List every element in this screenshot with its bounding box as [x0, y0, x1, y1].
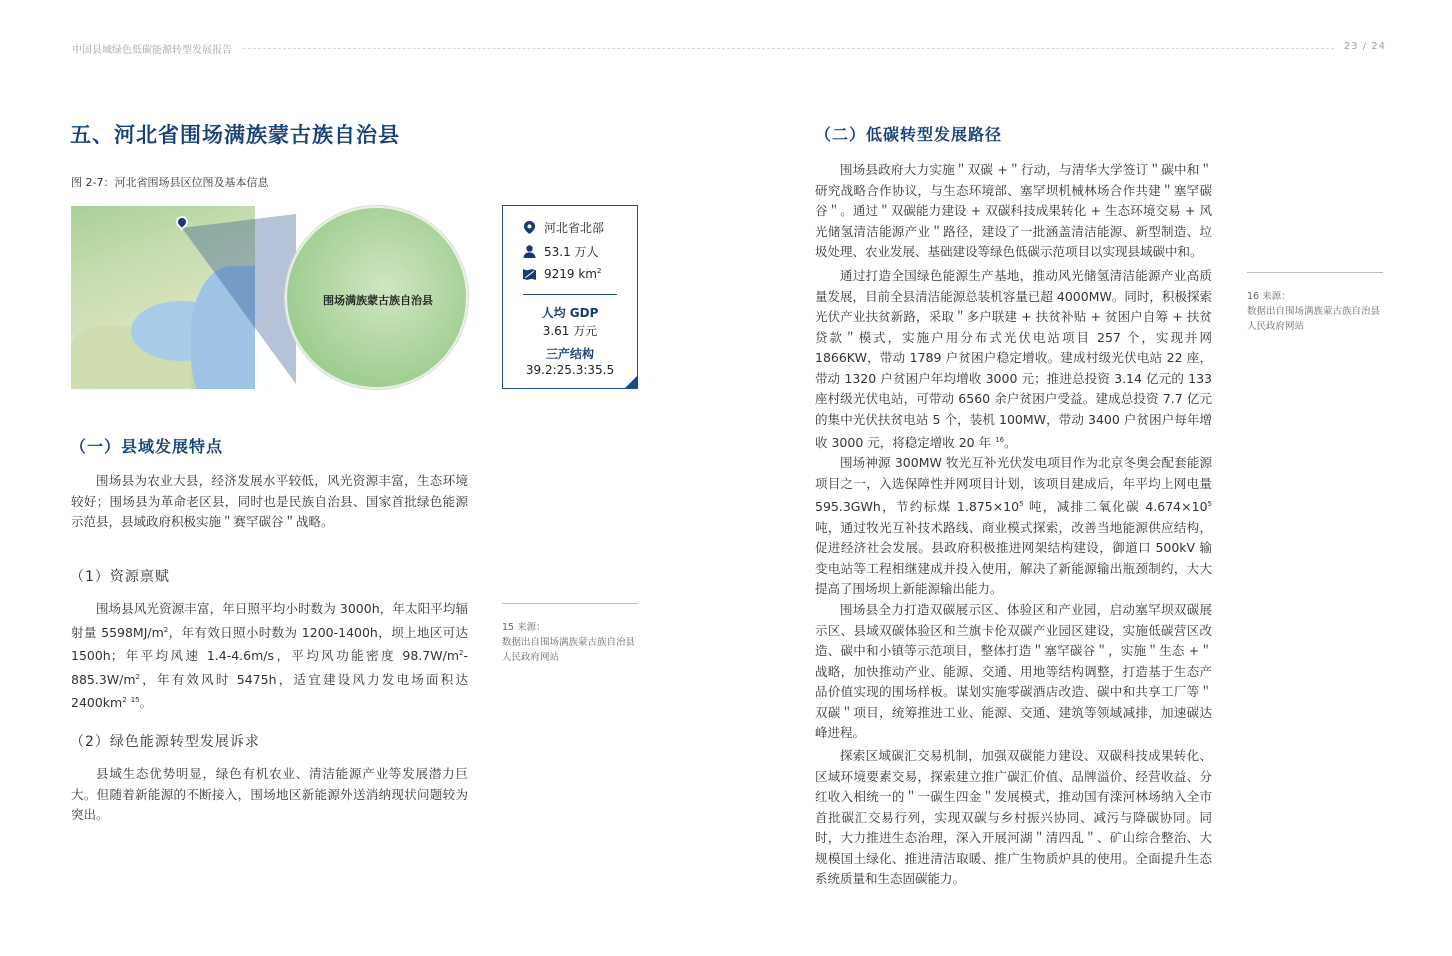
- header-divider: [243, 48, 1334, 49]
- footnote-ref-15: 15: [130, 696, 140, 705]
- footnote-16-divider: [1247, 272, 1383, 273]
- info-area: 9219 $km^2$: [544, 267, 602, 281]
- location-pin-icon: [523, 221, 536, 234]
- heading-resources: （1）资源禀赋: [70, 569, 170, 585]
- county-map-label: 围场满族蒙古族自治县: [323, 294, 433, 307]
- card-corner-fold: [624, 375, 638, 389]
- page-number: 23 / 24: [1343, 41, 1386, 52]
- footnote-15: 15 来源： 数据出自围场满族蒙古族自治县人民政府网站: [502, 622, 636, 663]
- footnote-15-divider: [502, 603, 638, 604]
- figure-caption: 图 2-7：河北省围场县区位图及基本信息: [71, 176, 269, 189]
- county-info-card: [502, 205, 638, 389]
- demands-paragraph: 县域生态优势明显，绿色有机农业、清洁能源产业等发展潜力巨大。但随着新能源的不断接入，围场地区新能源外送消纳现状问题较为突出。: [71, 766, 468, 822]
- person-icon: [523, 245, 536, 258]
- info-gdp-label: 人均 GDP: [541, 306, 599, 320]
- features-paragraph: 围场县为农业大县，经济发展水平较低，风光资源丰富，生态环境较好；围场县为革命老区县，同时也是民族自治县、国家首批绿色能源示范县，县域政府积极实施＂赛罕碳谷＂战略。: [71, 473, 468, 529]
- resources-paragraph: 围场县风光资源丰富，年日照平均小时数为 3000h，年太阳平均辐射量 $5598MJ/m^2$，年有效日照小时数为 1200-1400h，坝上地区可达 1500h；年平均风速 1.4-4.6m/s，平均风功能密度 $98.7W/m^2-885.3W/m^2$，年有效风时 5475h，适宜建设风力发电场面积达 $2400km^2$ $^{15}$。: [71, 601, 469, 711]
- footnote-ref-16: 16: [995, 436, 1005, 444]
- info-area-row: [523, 267, 601, 281]
- subsection-title-features: （一）县域发展特点: [70, 437, 224, 456]
- info-location-row: [523, 219, 604, 236]
- subsection-title-pathway: （二）低碳转型发展路径: [815, 125, 1003, 144]
- pathway-paragraph-4: 围场县全力打造双碳展示区、体验区和产业园，启动塞罕坝双碳展示区、县域双碳体验区和兰旗卡伦双碳产业园区建设，实施低碳营区改造、碳中和小镇等示范项目，整体打造＂塞罕碳谷＂，实施＂生态 +＂战略，加快推动产业、能源、交通、用地等结构调整，打造基于生态产品价值实现的围场样板。谋划实施零碳酒店改造、碳中和共享工厂等＂双碳＂项目，统筹推进工业、能源、交通、建筑等领域减排，加速碳达峰进程。: [815, 602, 1212, 740]
- running-header-title: 中国县域绿色低碳能源转型发展报告: [72, 45, 232, 56]
- footnote-16: 16 来源： 数据出自围场满族蒙古族自治县人民政府网站: [1247, 291, 1381, 332]
- info-location: 河北省北部: [544, 221, 605, 235]
- pathway-paragraph-2: 通过打造全国绿色能源生产基地，推动风光储氢清洁能源产业高质量发展，目前全县清洁能源总装机容量已超 4000MW。同时，积极探索光伏产业扶贫新路，采取＂多户联建 + 扶贫补贴 + 贫困户自筹 + 扶贫贷款＂模式，实施户用分布式光伏电站项目 257 个，实现并网 1866KW，带动 1789 户贫困户稳定增收。建成村级光伏电站 22 座，带动 1320 户贫困户年均增收 3000 元；推进总投资 3.14 亿元的 133 座村级光伏电站，可带动 6560 余户贫困户受益。建成总投资 7.7 亿元的集中光伏扶贫电站 5 个，装机 100MW，带动 3400 户贫困户每年增收 3000 元，将稳定增收 20 年 $^{16}$。: [815, 268, 1212, 451]
- zoom-connector: [176, 214, 296, 384]
- pathway-paragraph-5: 探索区域碳汇交易机制，加强双碳能力建设、双碳科技成果转化、区域环境要素交易，探索建立推广碳汇价值、品牌溢价、经营收益、分红收入相统一的＂一碳生四金＂发展模式，推动国有滦河林场纳入全市首批碳汇交易行列，实现双碳与乡村振兴协同、减污与降碳协同。同时，大力推进生态治理，深入开展河湖＂清四乱＂、矿山综合整治、大规模国土绿化、推进清洁取暖、推广生物质炉具的使用。全面提升生态系统质量和生态固碳能力。: [815, 748, 1212, 886]
- pathway-paragraph-3: 围场神源 300MW 牧光互补光伏发电项目作为北京冬奥会配套能源项目之一，入选保障性并网项目计划，该项目建成后，年平均上网电量 595.3GWh，节约标煤 $1.875\times 10^5$ 吨，减排二氧化碳 $4.674\times 10^5$ 吨，通过牧光互补技术路线、商业模式探索，改善当地能源供应结构，促进经济社会发展。县政府积极推进网架结构建设，御道口 500kV 输变电站等工程相继建成并投入使用，解决了新能源输出瓶颈制约，大大提高了围场坝上新能源输出能力。: [815, 455, 1212, 597]
- info-structure-label: 三产结构: [545, 347, 594, 361]
- pathway-paragraph-1: 围场县政府大力实施＂双碳 +＂行动，与清华大学签订＂碳中和＂研究战略合作协议，与生态环境部、塞罕坝机械林场合作共建＂塞罕碳谷＂。通过＂双碳能力建设 + 双碳科技成果转化 + 生态环境交易 + 风光储氢清洁能源产业＂路径，建设了一批涵盖清洁能源、新型制造、垃圾处理、农业发展、基础建设等绿色低碳示范项目以实现县域碳中和。: [815, 162, 1212, 259]
- info-population-row: [523, 243, 599, 260]
- info-divider: [523, 294, 617, 295]
- section-title: 五、河北省围场满族蒙古族自治县: [70, 123, 400, 147]
- info-gdp-value: 3.61 万元: [542, 324, 598, 338]
- area-map-icon: [523, 268, 536, 281]
- info-population: 53.1 万人: [544, 245, 599, 259]
- heading-demands: （2）绿色能源转型发展诉求: [70, 734, 260, 750]
- info-structure-value: 39.2:25.3:35.5: [525, 363, 615, 377]
